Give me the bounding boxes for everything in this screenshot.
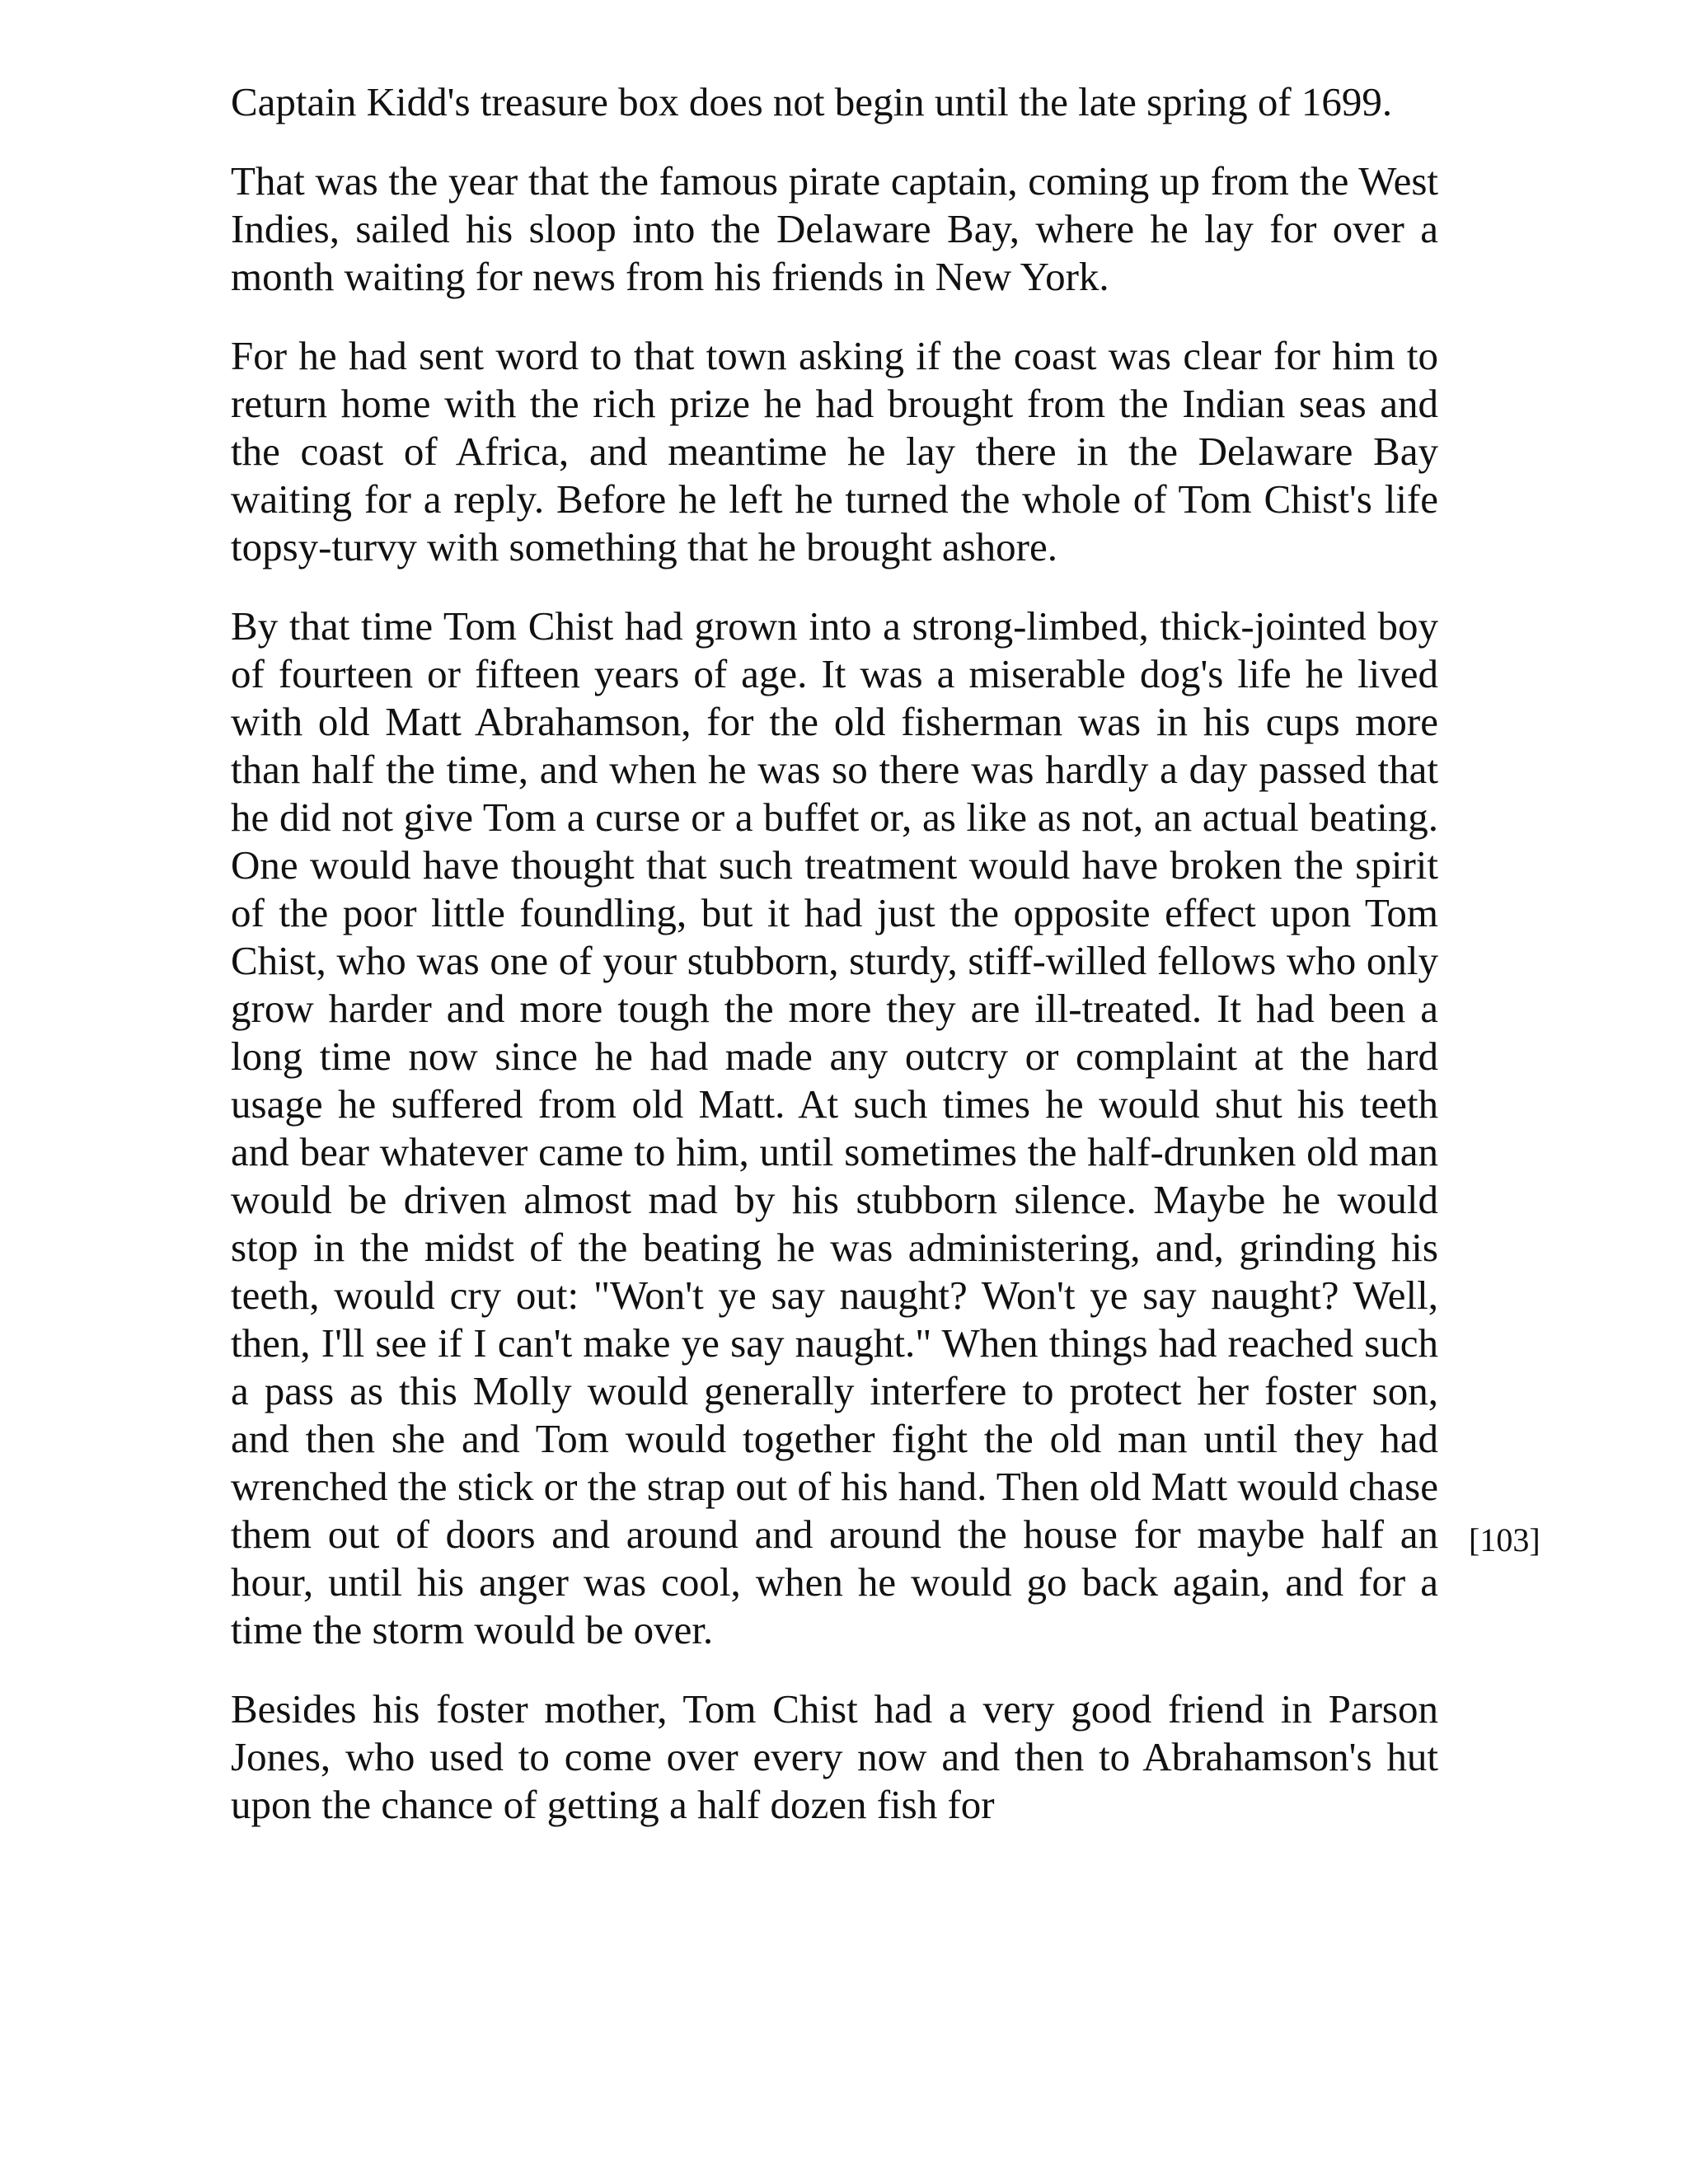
paragraph: Captain Kidd's treasure box does not begin until the late spring of 1699. bbox=[231, 79, 1393, 124]
paragraph: That was the year that the famous pirate captain, coming up from the West Indies, sailed his sloop into the Delaware Bay, where he lay for over a month waiting for news from his friends in New York. bbox=[231, 158, 1438, 299]
page-number: [103] bbox=[1469, 1521, 1540, 1558]
paragraph: By that time Tom Chist had grown into a strong-limbed, thick-jointed boy of fourteen or fifteen years of age. It was a miserable dog's life he lived with old Matt Abrahamson, for the old fisherman was in his cups more than half the time, and when he was so there was hardly a day passed that he did not give Tom a curse or a buffet or, as like as not, an actual beating. One would have thought that such treatment would have broken the spirit of the poor little foundling, but it had just the opposite effect upon Tom Chist, who was one of your stubborn, sturdy, stiff-willed fellows who only grow harder and more tough the more they are ill-treated. It had been a long time now since he had made any outcry or complaint at the hard usage he suffered from old Matt. At such times he would shut his teeth and bear whatever came to him, until sometimes the half-drunken old man would be driven almost mad by his stubborn silence. Maybe he would stop in the midst of the beating he was administering, and, grinding his teeth, would cry out: "Won't ye say naught? Won't ye say naught? Well, then, I'll see if I can't make ye say naught." When things had reached such a pass as this Molly would generally interfere to protect her foster son, and then she and Tom would together fight the old man until they had wrenched the stick or the strap out of his hand. Then old Matt would chase them out of doors and around and around the house for maybe half an hour, until his anger was cool, when he would go back again, and for a time the storm would be over. bbox=[231, 603, 1438, 1652]
paragraph: For he had sent word to that town asking if the coast was clear for him to return home with the rich prize he had brought from the Indian seas and the coast of Africa, and meantime he lay there in the Delaware Bay waiting for a reply. Before he left he turned the whole of Tom Chist's life topsy-turvy with something that he brought ashore. bbox=[231, 333, 1438, 569]
paragraph: Besides his foster mother, Tom Chist had a very good friend in Parson Jones, who used to come over every now and then to Abrahamson's hut upon the chance of getting a half dozen fish for bbox=[231, 1686, 1438, 1827]
body-text bbox=[231, 78, 1438, 1860]
